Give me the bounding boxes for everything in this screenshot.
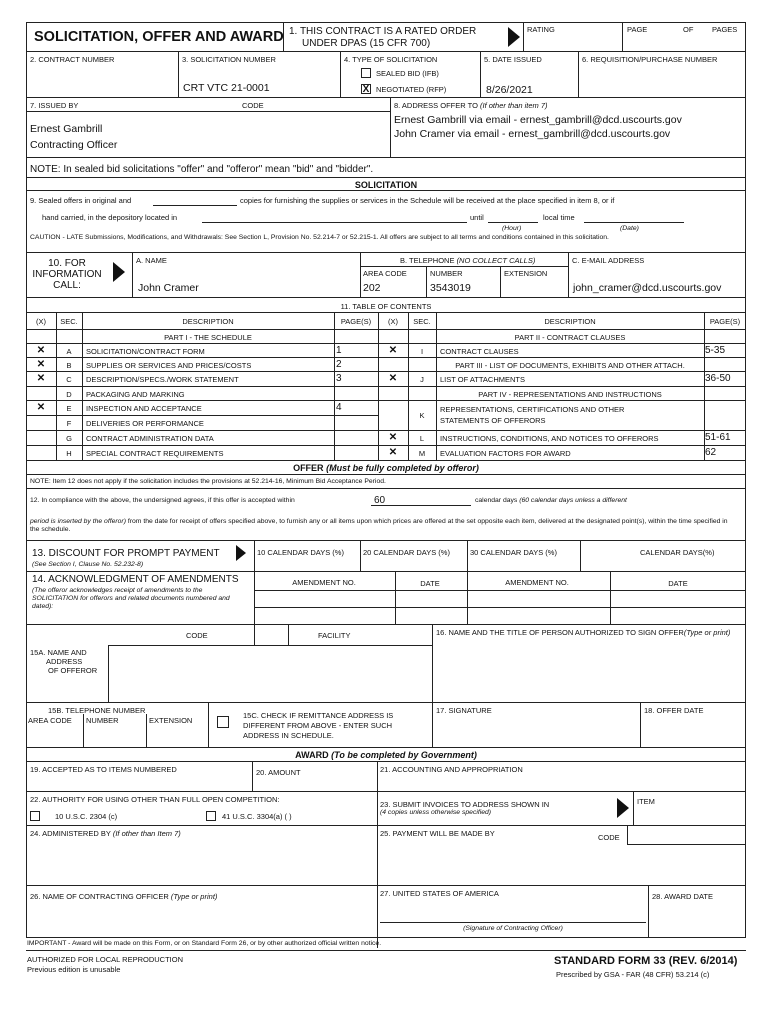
usc2-checkbox[interactable] (206, 811, 216, 821)
toc-line-3 (26, 371, 746, 372)
contact-name-value[interactable]: John Cramer (138, 282, 199, 294)
item21-div (377, 762, 378, 792)
offer-date-label: 18. OFFER DATE (644, 706, 704, 715)
toc-left-4-pages[interactable]: 4 (336, 402, 342, 413)
toc-head-desc: DESCRIPTION (182, 317, 234, 326)
solicitation-heading: SOLICITATION (354, 180, 418, 190)
usc1-label: 10 U.S.C. 2304 (c) (55, 812, 118, 821)
toc-head-pages2: PAGE(S) (709, 317, 741, 326)
extension-label: EXTENSION (504, 269, 548, 278)
negotiated-checkbox[interactable]: X (362, 84, 370, 95)
important-note: IMPORTANT - Award will be made on this Form, or on Standard Form 26, or by other authorized official written notice. (27, 940, 382, 947)
tel-div-1 (83, 714, 84, 748)
item25-code-line (627, 844, 746, 845)
toc-left-1-sec: B (66, 361, 72, 370)
offeror-code-line (108, 645, 432, 646)
toc-right-j-x[interactable]: ✕ (388, 373, 398, 384)
toc-head-x2: (X) (388, 317, 398, 326)
discount-div-4 (580, 541, 581, 572)
toc-right-i-x[interactable]: ✕ (388, 345, 398, 356)
hour-input[interactable] (488, 222, 538, 223)
info-call-label (28, 258, 106, 291)
tel-label: 15B. TELEPHONE NUMBER (48, 706, 146, 715)
date-input[interactable] (584, 222, 684, 223)
solicitation-number-label: 3. SOLICITATION NUMBER (182, 55, 276, 64)
caution-text: CAUTION - LATE Submissions, Modifications, and Withdrawals: See Section L, Provision No. 52.214-7 or 52.215-1. All offers are subject to all terms and conditions contained in this solicitation. (30, 234, 609, 241)
email-value[interactable]: john_cramer@dcd.uscourts.gov (573, 282, 722, 294)
remit-checkbox[interactable] (217, 716, 229, 728)
toc-left-1-x[interactable]: ✕ (36, 359, 46, 370)
footer-line (26, 950, 746, 951)
toc-right-k-desc-2: STATEMENTS OF OFFERORS (440, 416, 546, 425)
address-offer-note: (If other than item 7) (480, 101, 548, 110)
issued-by-underline (26, 111, 390, 112)
date-label: (Date) (620, 225, 639, 232)
footer-form-number: STANDARD FORM 33 (REV. 6/2014) (554, 955, 738, 967)
offer-heading-text: OFFER (293, 463, 324, 473)
toc-right-j-sec: J (420, 375, 424, 384)
phone-number-value[interactable]: 3543019 (430, 282, 471, 294)
toc-line-7 (26, 430, 746, 431)
area-code-label: AREA CODE (363, 269, 407, 278)
toc-left-5-sec: F (66, 419, 72, 428)
of-label: OF (683, 25, 694, 34)
row2-div2 (340, 52, 341, 98)
signature-label: 17. SIGNATURE (436, 706, 492, 715)
toc-left-6-sec: G (66, 434, 72, 443)
number-label: NUMBER (430, 269, 463, 278)
toc-left-0-sec: A (66, 347, 72, 356)
phone-div-a (426, 266, 427, 298)
offeror-code-label: CODE (186, 631, 208, 640)
page-divider (622, 22, 623, 52)
award-heading (26, 750, 746, 760)
solicitation-number-value[interactable]: CRT VTC 21-0001 (183, 82, 270, 94)
toc-right-k-sec: K (419, 411, 425, 420)
offeror-name-div (108, 645, 109, 703)
phone-label-text: B. TELEPHONE (400, 256, 455, 265)
item21-label: 21. ACCOUNTING AND APPROPRIATION (380, 765, 523, 774)
rated-order-label: 1. THIS CONTRACT IS A RATED ORDER (289, 26, 477, 37)
rating-arrow-icon (508, 27, 520, 47)
requisition-label: 6. REQUISITION/PURCHASE NUMBER (582, 55, 718, 64)
item20-div (252, 762, 253, 792)
address-line-2[interactable]: John Cramer via email - ernest_gambrill@dcd.uscourts.gov (394, 128, 671, 140)
sealed-bid-note: NOTE: In sealed bid solicitations "offer" and "offeror" mean "bid" and "bidder". (30, 164, 374, 175)
rating-divider (523, 22, 524, 52)
phone-label-note: (NO COLLECT CALLS) (456, 256, 536, 265)
toc-line-8 (26, 445, 746, 446)
item23-item-label: ITEM (637, 797, 655, 806)
toc-right-m-sec: M (418, 449, 426, 458)
discount-div-2 (360, 541, 361, 572)
toc-right-i-pages[interactable]: 5-35 (705, 345, 726, 356)
toc-col-desc (334, 313, 335, 461)
item20-label: 20. AMOUNT (256, 768, 301, 777)
toc-right-j-desc: LIST OF ATTACHMENTS (440, 375, 526, 384)
toc-left-4-desc: INSPECTION AND ACCEPTANCE (86, 404, 202, 413)
amend-date-1: DATE (420, 579, 440, 588)
tel-div-2 (146, 714, 147, 748)
discount-30: 30 CALENDAR DAYS (%) (470, 548, 557, 557)
offer-date-div (640, 703, 641, 748)
info-call-label-1: 10. FOR (48, 258, 86, 269)
footer-auth-2: Previous edition is unusable (27, 965, 121, 974)
toc-part4: PART IV - REPRESENTATIONS AND INSTRUCTIONS (478, 390, 662, 399)
toc-right-m-pages[interactable]: 62 (705, 447, 717, 458)
discount-10: 10 CALENDAR DAYS (%) (257, 548, 344, 557)
toc-line-4 (26, 386, 746, 387)
name-address-label (30, 648, 97, 675)
toc-part3: PART III - LIST OF DOCUMENTS, EXHIBITS AND OTHER ATTACH. (455, 361, 685, 370)
toc-left-0-pages[interactable]: 1 (336, 345, 342, 356)
address-offer-label-text: 8. ADDRESS OFFER TO (394, 101, 478, 110)
phone-sub-line (360, 266, 568, 267)
item9-text-a: 9. Sealed offers in original and (30, 196, 132, 205)
toc-left-0-desc: SOLICITATION/CONTRACT FORM (86, 347, 205, 356)
info-call-label-3: CALL: (53, 280, 81, 291)
item12-text-a: 12. In compliance with the above, the undersigned agrees, if this offer is accepted within (30, 497, 295, 504)
info-call-label-2: INFORMATION (32, 269, 102, 280)
item26-label-note: (Type or print) (170, 892, 218, 901)
toc-right-l-desc: INSTRUCTIONS, CONDITIONS, AND NOTICES TO OFFERORS (440, 434, 659, 443)
item26-label (30, 892, 217, 901)
toc-head-sec2: SEC. (413, 317, 431, 326)
item12-text-c: period is inserted by the offeror) (30, 518, 126, 525)
amend-no-2: AMENDMENT NO. (505, 578, 569, 587)
discount-note: (See Section I, Clause No. 52.232-8) (32, 561, 144, 568)
item12-days-input[interactable] (371, 505, 471, 506)
toc-left-1-pages[interactable]: 2 (336, 359, 342, 370)
offeror-code-div (288, 625, 289, 645)
item12-text-b-note: (60 calendar days unless a different (519, 497, 627, 504)
issued-by-label: 7. ISSUED BY (30, 101, 79, 110)
tel-number-label: NUMBER (86, 716, 119, 725)
toc-left-3-sec: D (66, 390, 72, 399)
toc-right-l-sec: L (419, 434, 425, 443)
info-phone-div (360, 253, 361, 298)
form-title: SOLICITATION, OFFER AND AWARD (34, 29, 284, 45)
toc-left-2-desc: DESCRIPTION/SPECS./WORK STATEMENT (86, 375, 239, 384)
row2-div4 (578, 52, 579, 98)
toc-left-2-pages[interactable]: 3 (336, 373, 342, 384)
email-div (568, 253, 569, 298)
ack-line-2 (254, 607, 746, 608)
row3-div (390, 98, 391, 158)
contract-number-label: 2. CONTRACT NUMBER (30, 55, 115, 64)
discount-div-3 (467, 541, 468, 572)
item12-text-cd (30, 518, 730, 534)
item22-label: 22. AUTHORITY FOR USING OTHER THAN FULL OPEN COMPETITION: (30, 795, 280, 804)
item28-label: 28. AWARD DATE (652, 892, 713, 901)
toc-head-desc2: DESCRIPTION (544, 317, 596, 326)
item12-text-b-main: calendar days (475, 497, 518, 504)
issued-by-title[interactable]: Contracting Officer (30, 139, 118, 151)
date-issued-label: 5. DATE ISSUED (484, 55, 542, 64)
item25-label: 25. PAYMENT WILL BE MADE BY (380, 829, 495, 838)
item24-label-note: (If other than Item 7) (112, 829, 181, 838)
toc-left-6-desc: CONTRACT ADMINISTRATION DATA (86, 434, 214, 443)
ack-label: 14. ACKNOWLEDGMENT OF AMENDMENTS (32, 574, 239, 585)
toc-head-line (26, 329, 746, 330)
item12-note-line (26, 488, 746, 489)
toc-right-k-desc-1: REPRESENTATIONS, CERTIFICATIONS AND OTHER (440, 405, 625, 414)
page-label: PAGE (627, 25, 648, 34)
name-address-label-3: OF OFFEROR (48, 666, 98, 675)
row2-div1 (178, 52, 179, 98)
discount-cal: CALENDAR DAYS(%) (640, 548, 715, 557)
name-address-label-2: ADDRESS (46, 657, 83, 666)
toc-line-1 (26, 343, 746, 344)
toc-left-0-x[interactable]: ✕ (36, 345, 46, 356)
sig-officer-line (380, 922, 646, 923)
item16-label-note: (Type or print) (683, 628, 731, 637)
offer-heading (26, 463, 746, 473)
phone-label (400, 256, 535, 265)
amend-date-2: DATE (668, 579, 688, 588)
rated-order-sublabel: UNDER DPAS (15 CFR 700) (302, 38, 431, 49)
email-label: C. E-MAIL ADDRESS (572, 256, 645, 265)
item24-label-text: 24. ADMINISTERED BY (30, 829, 111, 838)
sealed-bid-checkbox[interactable] (361, 68, 371, 78)
discount-label: 13. DISCOUNT FOR PROMPT PAYMENT (32, 548, 220, 559)
item12-note: NOTE: Item 12 does not apply if the solicitation includes the provisions at 52.214-16, Minimum Bid Acceptance Period. (30, 478, 386, 485)
issued-by-name[interactable]: Ernest Gambrill (30, 123, 103, 135)
item27-label: 27. UNITED STATES OF AMERICA (380, 889, 499, 898)
item24-label (30, 829, 181, 838)
discount-20: 20 CALENDAR DAYS (%) (363, 548, 450, 557)
toc-left-4-sec: E (66, 404, 72, 413)
toc-line-6a (26, 415, 378, 416)
toc-right-i-sec: I (420, 347, 424, 356)
issued-by-code-label: CODE (242, 101, 264, 110)
item16-label-text: 16. NAME AND THE TITLE OF PERSON AUTHORIZED TO SIGN OFFER (436, 628, 684, 637)
discount-arrow-icon (236, 545, 246, 561)
until-label: until (470, 213, 484, 222)
toc-head-x: (X) (36, 317, 46, 326)
footer-auth-1: AUTHORIZED FOR LOCAL REPRODUCTION (27, 955, 183, 964)
toc-right-l-x[interactable]: ✕ (388, 432, 398, 443)
toc-line-2 (26, 357, 746, 358)
award-heading-text: AWARD (295, 750, 329, 760)
toc-right-l-pages[interactable]: 51-61 (705, 432, 731, 443)
item12-text-b (475, 497, 627, 505)
item9-text-b: copies for furnishing the supplies or services in the Schedule will be received at the place specified in item 8, or if (240, 196, 615, 205)
item23-item-div (633, 792, 634, 826)
item23-label: 23. SUBMIT INVOICES TO ADDRESS SHOWN IN (380, 800, 550, 809)
toc-left-5-desc: DELIVERIES OR PERFORMANCE (86, 419, 204, 428)
item23-arrow-icon (617, 798, 629, 818)
ack-note: (The offeror acknowledges receipt of amendments to the SOLICITATION for offerors and related documents numbered and dated): (32, 587, 230, 610)
ack-line-1 (254, 590, 746, 591)
item12-days-value[interactable]: 60 (374, 495, 386, 506)
rated-order-cell (283, 22, 284, 52)
footer-prescribed: Prescribed by GSA - FAR (48 CFR) 53.214 (c) (556, 970, 710, 979)
tel-div-3 (208, 703, 209, 748)
phone-div-b (500, 266, 501, 298)
toc-part1: PART I - THE SCHEDULE (164, 333, 252, 342)
facility-label: FACILITY (318, 631, 351, 640)
toc-left-4-x[interactable]: ✕ (36, 402, 46, 413)
hour-label: (Hour) (502, 225, 522, 232)
toc-heading: 11. TABLE OF CONTENTS (340, 302, 432, 311)
pages-label: PAGES (712, 25, 738, 34)
date-issued-value[interactable]: 8/26/2021 (486, 84, 533, 96)
toc-right-m-desc: EVALUATION FACTORS FOR AWARD (440, 449, 571, 458)
sealed-bid-label: SEALED BID (IFB) (376, 69, 439, 78)
tel-ext-label: EXTENSION (149, 716, 193, 725)
copies-input[interactable] (153, 205, 237, 206)
toc-left-1-desc: SUPPLIES OR SERVICES AND PRICES/COSTS (86, 361, 252, 370)
address-offer-label (394, 101, 548, 110)
row2-div3 (480, 52, 481, 98)
toc-head-sec: SEC. (60, 317, 78, 326)
type-solicitation-label: 4. TYPE OF SOLICITATION (344, 55, 438, 64)
offer-heading-note: (Must be fully completed by offeror) (326, 463, 479, 473)
item23-note: (4 copies unless otherwise specified) (380, 809, 492, 816)
name-label: A. NAME (136, 256, 167, 265)
toc-left-2-sec: C (66, 375, 72, 384)
item12-text-d: from the date for receipt of offers specified above, to furnish any or all items upon which prices are offered at the set opposite each item, delivered at the designated point(s), within the time specified in the schedule. (30, 518, 728, 533)
info-name-div (132, 253, 133, 298)
item9-text-c: hand carried, in the depository located in (42, 213, 178, 222)
name-address-label-1: 15A. NAME AND (30, 648, 87, 657)
item19-label: 19. ACCEPTED AS TO ITEMS NUMBERED (30, 765, 177, 774)
item26-label-text: 26. NAME OF CONTRACTING OFFICER (30, 892, 169, 901)
toc-head-pages: PAGE(S) (340, 317, 372, 326)
item25-code-label: CODE (598, 833, 620, 842)
item28-div (648, 886, 649, 938)
sig-officer-label: (Signature of Contracting Officer) (463, 925, 563, 932)
toc-left-7-desc: SPECIAL CONTRACT REQUIREMENTS (86, 449, 224, 458)
usc1-checkbox[interactable] (30, 811, 40, 821)
amend-no-1: AMENDMENT NO. (292, 578, 356, 587)
address-line-1[interactable]: Ernest Gambrill via email - ernest_gambrill@dcd.uscourts.gov (394, 114, 682, 126)
area-code-value[interactable]: 202 (363, 282, 381, 294)
toc-right-i-desc: CONTRACT CLAUSES (440, 347, 519, 356)
rating-label: RATING (527, 25, 555, 34)
award-heading-note: (To be completed by Government) (331, 750, 477, 760)
item25-code-div (627, 826, 628, 844)
item16-label (436, 628, 736, 637)
depository-input[interactable] (202, 222, 467, 223)
tel-area-label: AREA CODE (28, 716, 72, 725)
usc2-label: 41 U.S.C. 3304(a) ( ) (222, 812, 292, 821)
local-time-label: local time (543, 213, 575, 222)
toc-right-j-pages[interactable]: 36-50 (705, 373, 731, 384)
toc-left-7-sec: H (66, 449, 72, 458)
negotiated-label: NEGOTIATED (RFP) (376, 85, 447, 94)
toc-right-m-x[interactable]: ✕ (388, 447, 398, 458)
toc-part2: PART II - CONTRACT CLAUSES (514, 333, 626, 342)
toc-left-2-x[interactable]: ✕ (36, 373, 46, 384)
toc-left-3-desc: PACKAGING AND MARKING (86, 390, 185, 399)
info-call-arrow-icon (113, 262, 125, 282)
remit-label: 15C. CHECK IF REMITTANCE ADDRESS IS DIFFERENT FROM ABOVE - ENTER SUCH ADDRESS IN SCHEDULE. (243, 711, 394, 740)
toc-line-5 (26, 400, 746, 401)
